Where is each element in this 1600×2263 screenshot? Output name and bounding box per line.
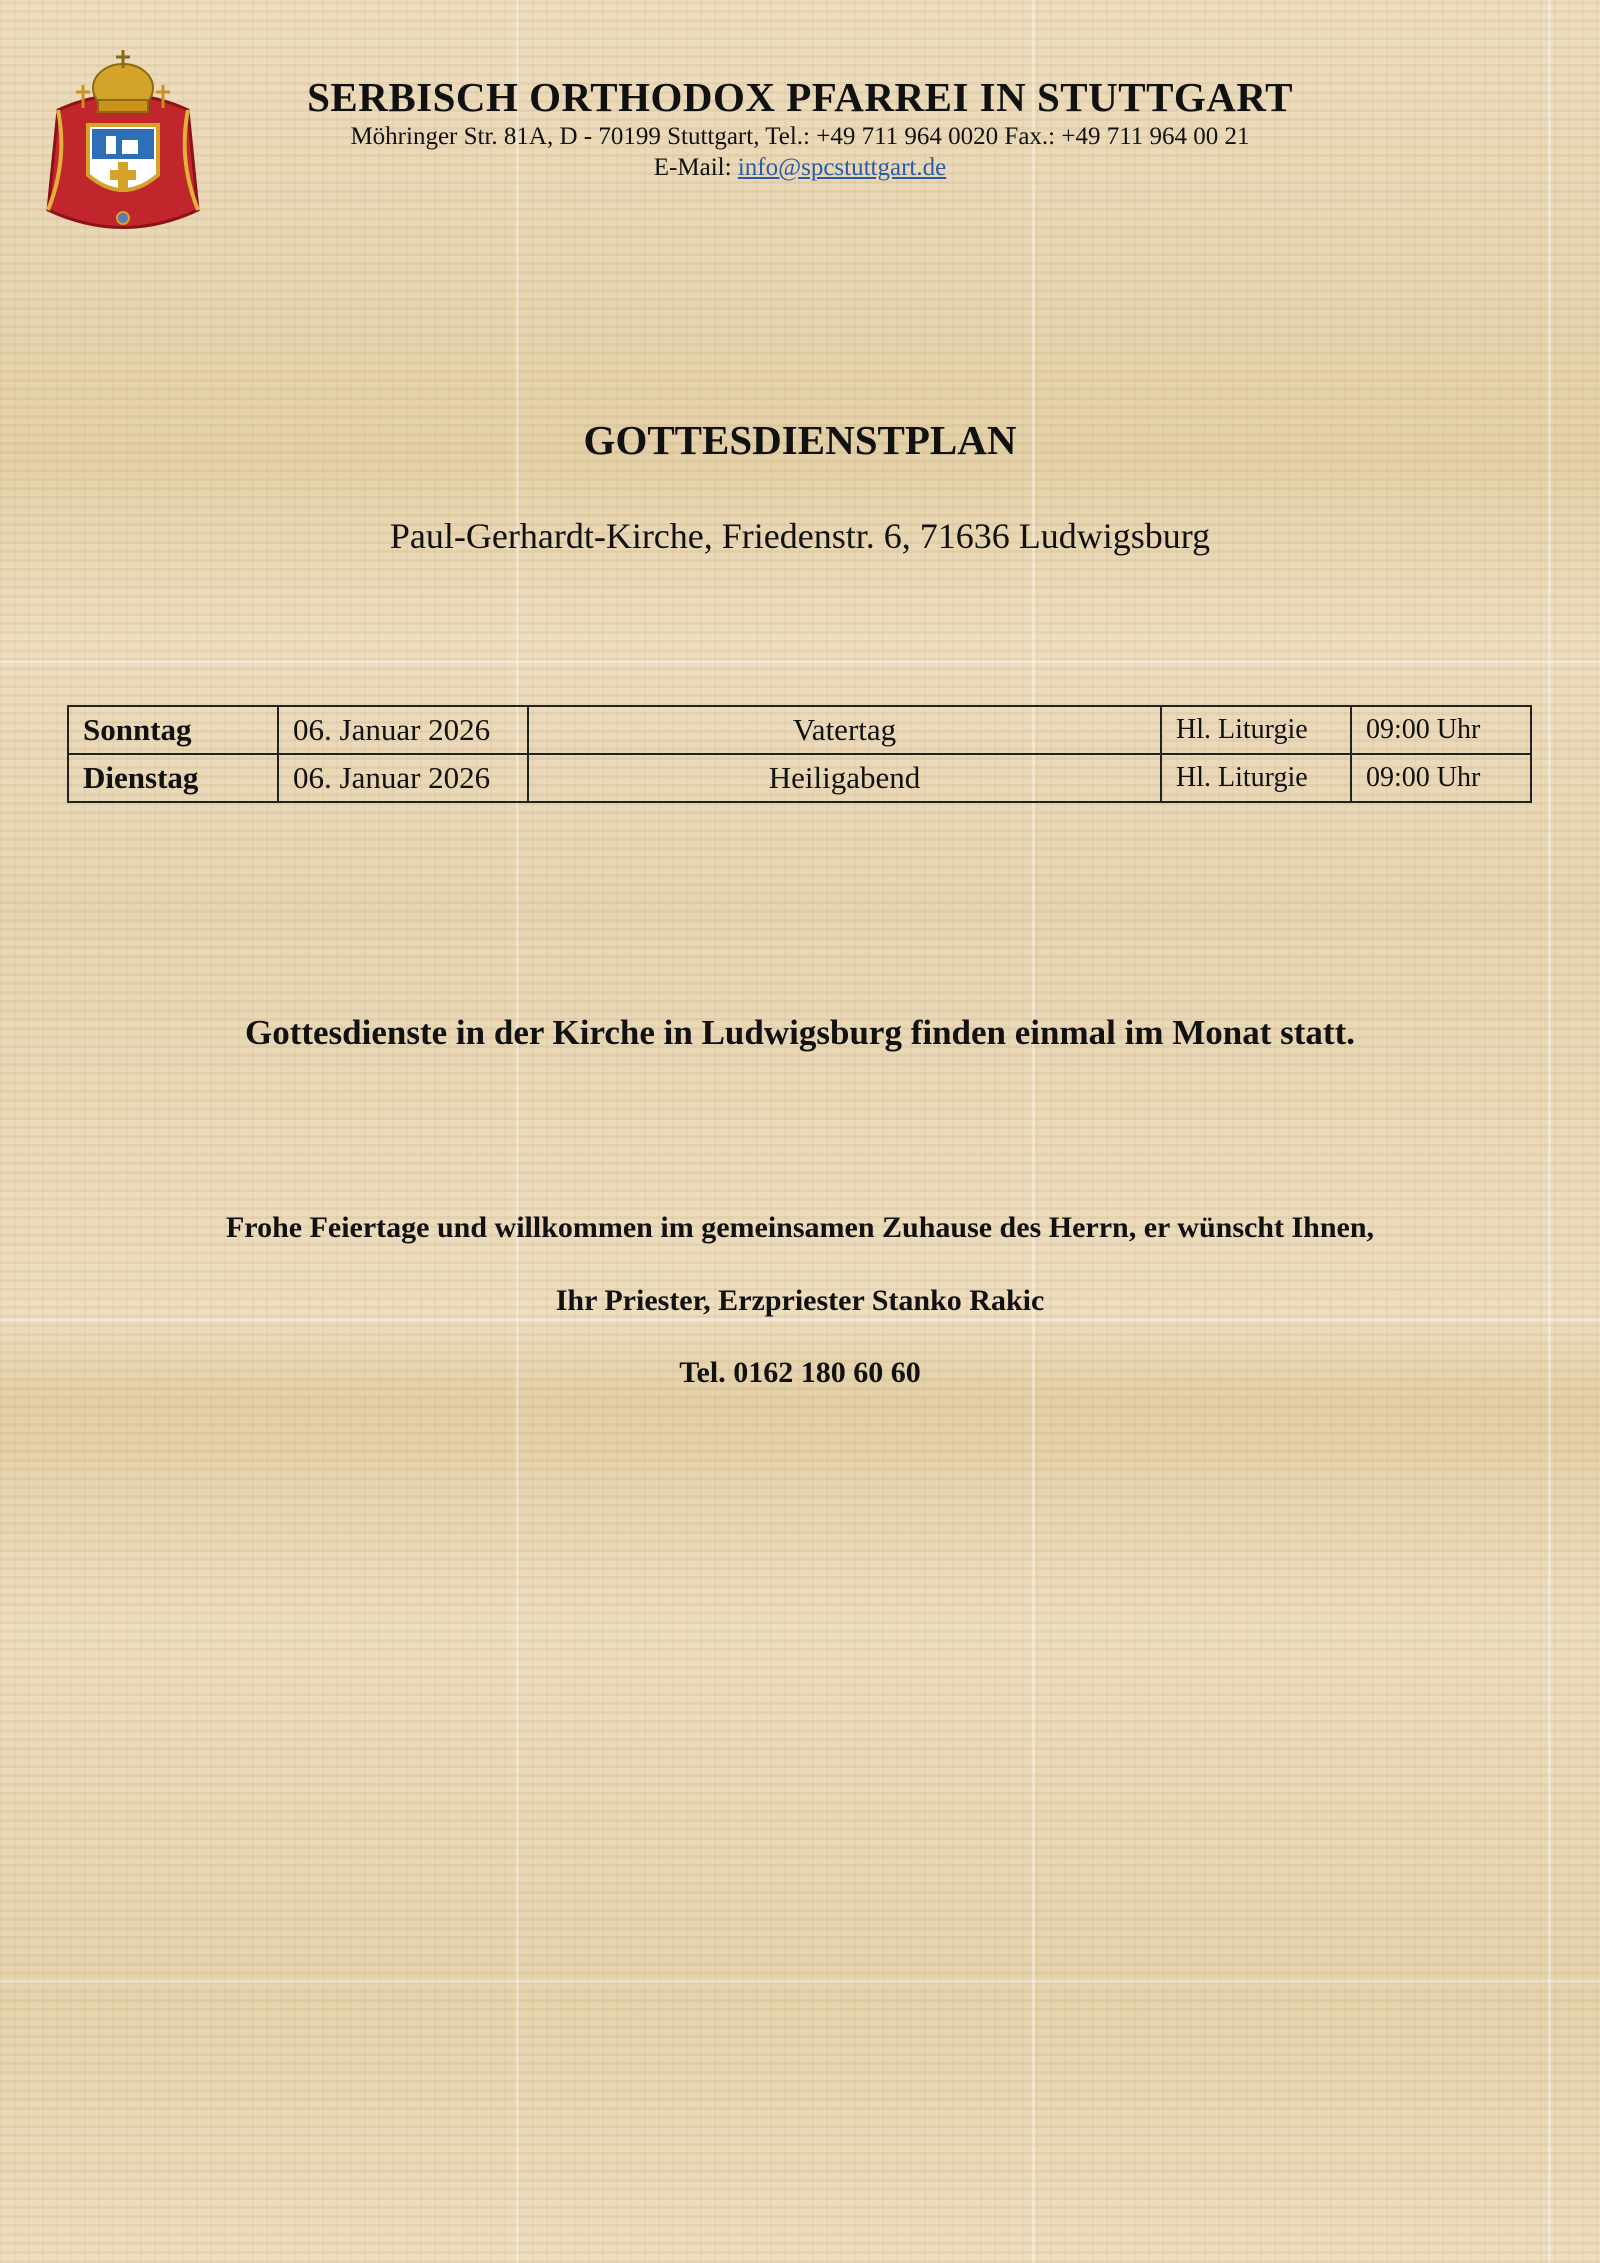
schedule-event: Heiligabend — [528, 754, 1161, 802]
table-row — [68, 754, 1531, 802]
letterhead — [220, 72, 1380, 184]
email-line — [220, 152, 1380, 184]
priest-phone: Tel. 0162 180 60 60 — [679, 1356, 921, 1389]
church-coat-of-arms-icon — [38, 40, 208, 240]
schedule-event: Vatertag — [528, 706, 1161, 754]
organization-address: Möhringer Str. 81A, D - 70199 Stuttgart, Tel.: +49 711 964 0020 Fax.: +49 711 964 00 21 — [350, 123, 1250, 150]
priest-signature: Ihr Priester, Erzpriester Stanko Rakic — [555, 1284, 1045, 1317]
schedule-day: Dienstag — [68, 754, 278, 802]
schedule-service: Hl. Liturgie — [1161, 706, 1351, 754]
email-label: E-Mail: — [653, 154, 738, 181]
organization-name: SERBISCH ORTHODOX PFARREI IN STUTTGART — [307, 74, 1293, 120]
schedule-time: 09:00 Uhr — [1351, 754, 1531, 802]
email-link[interactable]: info@spcstuttgart.de — [737, 154, 947, 181]
monthly-service-notice: Gottesdienste in der Kirche in Ludwigsburg finden einmal im Monat statt. — [244, 1013, 1355, 1052]
page-title: GOTTESDIENSTPLAN — [583, 417, 1017, 463]
schedule-time: 09:00 Uhr — [1351, 706, 1531, 754]
background-seam — [0, 1980, 1600, 1983]
background-seam — [516, 0, 519, 2263]
church-location: Paul-Gerhardt-Kirche, Friedenstr. 6, 71636 Ludwigsburg — [389, 516, 1211, 556]
closing-greeting: Frohe Feiertage und willkommen im gemeinsamen Zuhause des Herrn, er wünscht Ihnen, — [225, 1211, 1375, 1244]
background-seam — [1032, 0, 1035, 2263]
background-seam — [1548, 0, 1551, 2263]
schedule-day: Sonntag — [68, 706, 278, 754]
schedule-date: 06. Januar 2026 — [278, 754, 528, 802]
schedule-service: Hl. Liturgie — [1161, 754, 1351, 802]
schedule-date: 06. Januar 2026 — [278, 706, 528, 754]
table-row — [68, 706, 1531, 754]
background-seam — [0, 660, 1600, 663]
service-schedule-table — [67, 705, 1532, 803]
